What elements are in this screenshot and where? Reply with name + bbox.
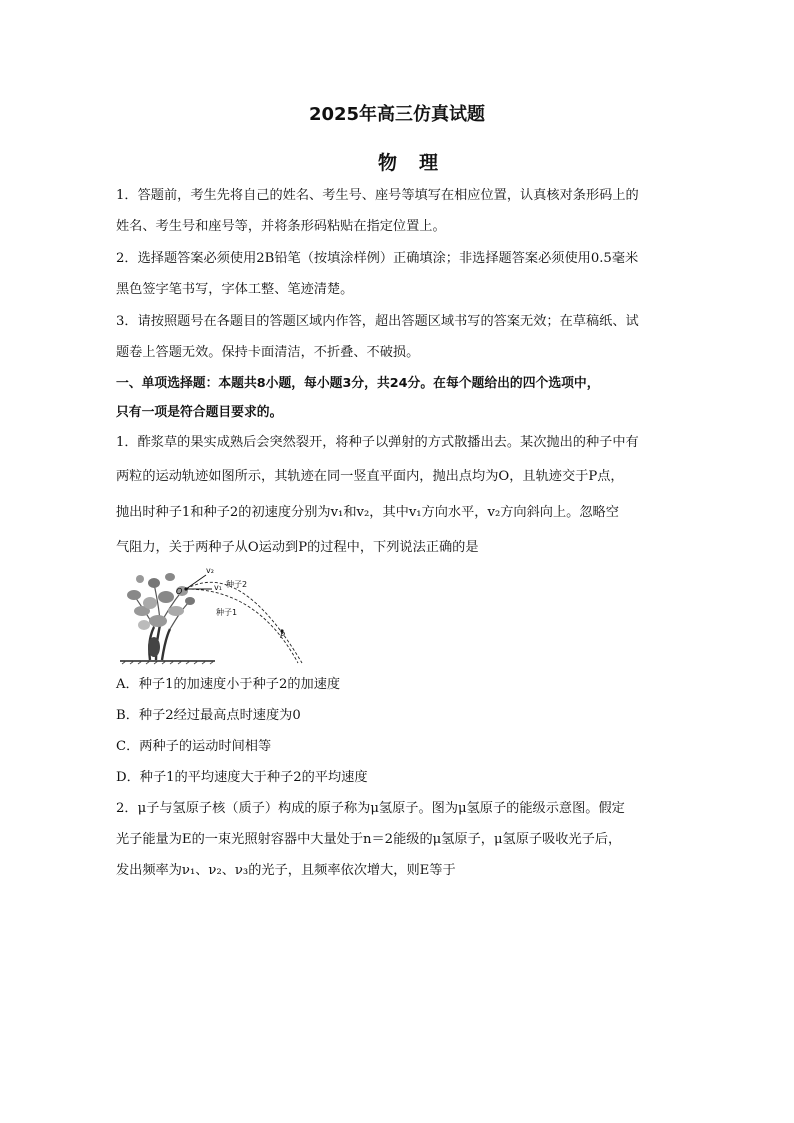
seed-trajectory-figure bbox=[120, 565, 310, 665]
question-1-text: 气阻力，关于两种子从O运动到P的过程中，下列说法正确的是 bbox=[116, 540, 479, 555]
question-1-text: 抛出时种子1和种子2的初速度分别为v₁和v₂，其中v₁方向水平，v₂方向斜向上。忽略空 bbox=[116, 505, 619, 520]
question-1-option-b: B．种子2经过最高点时速度为0 bbox=[116, 708, 301, 723]
label-seed-1: 种子1 bbox=[216, 608, 238, 617]
label-v1: v₁ bbox=[214, 583, 222, 592]
instruction-line: 3．请按照题号在各题目的答题区域内作答，超出答题区域书写的答案无效；在草稿纸、试 bbox=[116, 314, 639, 329]
subject-title: 物理 bbox=[377, 152, 460, 174]
exam-title: 2025年高三仿真试题 bbox=[308, 104, 486, 125]
instruction-line: 2．选择题答案必须使用2B铅笔（按填涂样例）正确填涂；非选择题答案必须使用0.5毫米 bbox=[116, 251, 639, 266]
instruction-line: 1．答题前，考生先将自己的姓名、考生号、座号等填写在相应位置，认真核对条形码上的 bbox=[116, 188, 639, 203]
trajectory-seed-1 bbox=[186, 589, 298, 663]
question-2-text: 光子能量为E的一束光照射容器中大量处于n＝2能级的μ氢原子，μ氢原子吸收光子后， bbox=[116, 832, 622, 847]
question-1-text: 两粒的运动轨迹如图所示，其轨迹在同一竖直平面内，抛出点均为O，且轨迹交于P点， bbox=[116, 469, 624, 484]
trajectory-seed-2 bbox=[186, 582, 302, 663]
question-2-text: 发出频率为ν₁、ν₂、ν₃的光子，且频率依次增大，则E等于 bbox=[116, 863, 456, 878]
label-point-p: P bbox=[280, 631, 285, 640]
question-2-text: 2．μ子与氢原子核（质子）构成的原子称为μ氢原子。图为μ氢原子的能级示意图。假定 bbox=[116, 801, 625, 816]
label-seed-2: 种子2 bbox=[226, 580, 248, 589]
plant-illustration bbox=[127, 573, 195, 660]
question-1-text: 1．酢浆草的果实成熟后会突然裂开，将种子以弹射的方式散播出去。某次抛出的种子中有 bbox=[116, 435, 639, 450]
question-1-option-c: C．两种子的运动时间相等 bbox=[116, 739, 272, 754]
ground-hatching bbox=[120, 661, 215, 664]
question-1-option-d: D．种子1的平均速度大于种子2的平均速度 bbox=[116, 770, 368, 785]
question-1-option-a: A．种子1的加速度小于种子2的加速度 bbox=[116, 677, 341, 692]
instruction-line: 黑色签字笔书写，字体工整、笔迹清楚。 bbox=[116, 282, 354, 297]
label-v2: v₂ bbox=[206, 566, 214, 575]
instruction-line: 题卷上答题无效。保持卡面清洁，不折叠、不破损。 bbox=[116, 345, 420, 360]
section-heading: 一、单项选择题：本题共8小题，每小题3分，共24分。在每个题给出的四个选项中， bbox=[116, 376, 600, 391]
section-heading: 只有一项是符合题目要求的。 bbox=[116, 405, 283, 420]
label-point-o: O bbox=[176, 587, 183, 596]
instruction-line: 姓名、考生号和座号等，并将条形码粘贴在指定位置上。 bbox=[116, 219, 446, 234]
